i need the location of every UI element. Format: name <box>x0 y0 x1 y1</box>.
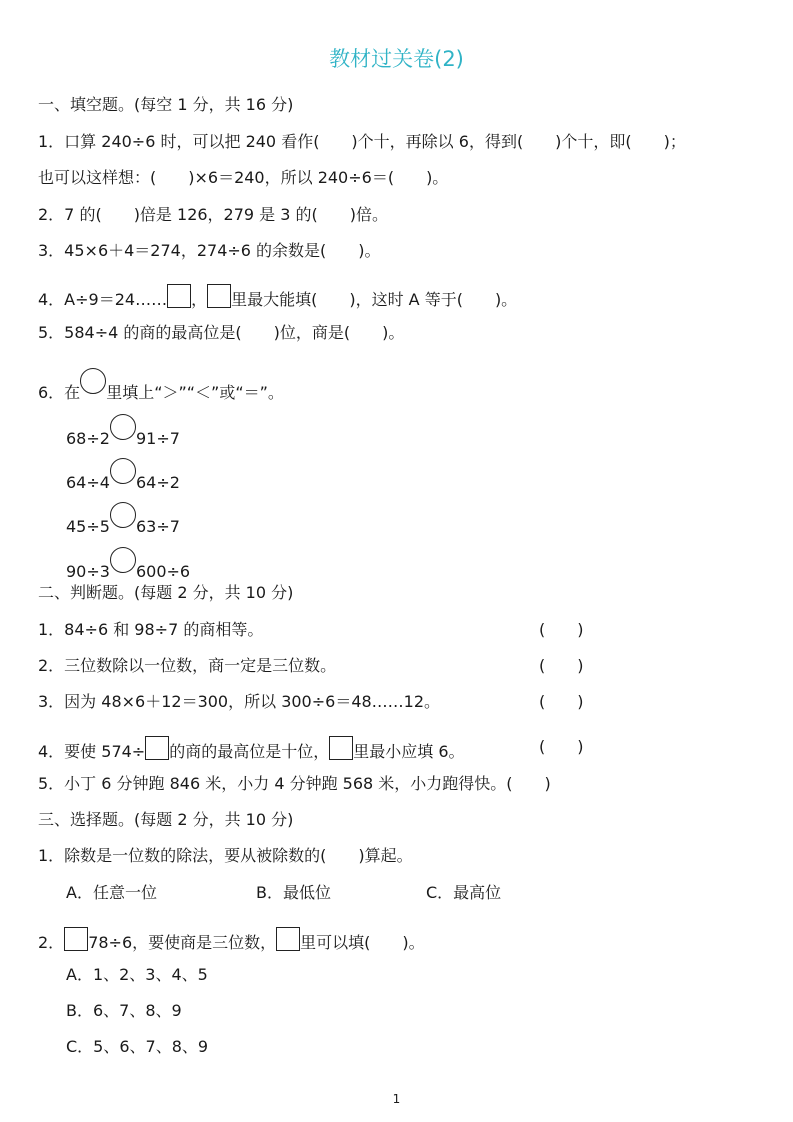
s1-question-1-line-1: 1．口算 240÷6 时，可以把 240 看作( )个十，再除以 6，得到( )个十，即( )； <box>38 132 686 151</box>
s1-q6-text-pre: 6．在 <box>38 383 81 402</box>
compare-circle[interactable] <box>110 502 136 528</box>
judge-answer-paren[interactable]: ( ) <box>539 620 584 639</box>
s3-question-2 <box>38 927 425 954</box>
compare-row <box>66 458 180 494</box>
choice-option-b[interactable]: B．6、7、8、9 <box>66 1001 182 1020</box>
s2-question-1: 1．84÷6 和 98÷7 的商相等。 <box>38 620 264 639</box>
compare-right: 64÷2 <box>135 473 180 492</box>
choice-option-a[interactable]: A．1、2、3、4、5 <box>66 965 208 984</box>
answer-box[interactable] <box>64 927 88 951</box>
s1-question-3: 3．45×6＋4＝274，274÷6 的余数是( )。 <box>38 241 381 260</box>
choice-option-a[interactable]: A．任意一位 <box>66 883 157 902</box>
s3-q2-text-post: 里可以填( )。 <box>300 933 425 952</box>
compare-left: 45÷5 <box>66 517 110 536</box>
choice-option-c[interactable]: C．5、6、7、8、9 <box>66 1037 209 1056</box>
s2-q4-text-pre: 4．要使 574÷ <box>38 742 146 761</box>
compare-circle[interactable] <box>110 414 136 440</box>
compare-circle[interactable] <box>110 458 136 484</box>
compare-row <box>66 547 190 583</box>
compare-row <box>66 502 180 538</box>
compare-row <box>66 414 180 450</box>
s2-question-5: 5．小丁 6 分钟跑 846 米，小力 4 分钟跑 568 米，小力跑得快。( ) <box>38 774 551 793</box>
s3-q2-text-pre: 2． <box>38 933 65 952</box>
page-title: 教材过关卷(2) <box>329 47 464 71</box>
answer-box-reference <box>329 736 353 760</box>
s2-question-2: 2．三位数除以一位数，商一定是三位数。 <box>38 656 337 675</box>
judge-answer-paren[interactable]: ( ) <box>539 692 584 711</box>
s1-q6-text-post: 里填上“＞”“＜”或“＝”。 <box>106 383 284 402</box>
s2-q4-text-post: 里最小应填 6。 <box>353 742 465 761</box>
compare-right: 63÷7 <box>135 517 180 536</box>
answer-box[interactable] <box>145 736 169 760</box>
s1-question-4 <box>38 284 517 311</box>
answer-box[interactable] <box>167 284 191 308</box>
page-number: 1 <box>392 1092 401 1106</box>
compare-circle-reference <box>80 368 106 394</box>
s3-q2-text-mid: 78÷6，要使商是三位数， <box>88 933 277 952</box>
compare-left: 64÷4 <box>66 473 110 492</box>
judge-answer-paren[interactable]: ( ) <box>539 656 584 675</box>
section-2-heading: 二、判断题。(每题 2 分，共 10 分) <box>38 583 294 602</box>
s1-q4-text-mid: ， <box>191 290 208 309</box>
s2-question-3: 3．因为 48×6＋12＝300，所以 300÷6＝48……12。 <box>38 692 441 711</box>
s1-q4-text-pre: 4．A÷9＝24…… <box>38 290 168 309</box>
s2-q4-text-mid: 的商的最高位是十位， <box>169 742 330 761</box>
compare-left: 68÷2 <box>66 429 110 448</box>
choice-option-c[interactable]: C．最高位 <box>426 883 502 902</box>
compare-right: 91÷7 <box>135 429 180 448</box>
s1-question-5: 5．584÷4 的商的最高位是( )位，商是( )。 <box>38 323 405 342</box>
s2-question-4 <box>38 736 465 763</box>
s1-question-2: 2．7 的( )倍是 126，279 是 3 的( )倍。 <box>38 205 389 224</box>
s3-question-1: 1．除数是一位数的除法，要从被除数的( )算起。 <box>38 846 413 865</box>
section-1-heading: 一、填空题。(每空 1 分，共 16 分) <box>38 95 294 114</box>
section-3-heading: 三、选择题。(每题 2 分，共 10 分) <box>38 810 294 829</box>
s1-question-6 <box>38 368 284 404</box>
answer-box-reference <box>207 284 231 308</box>
compare-circle[interactable] <box>110 547 136 573</box>
answer-box-reference <box>276 927 300 951</box>
s1-question-1-line-2: 也可以这样想：( )×6＝240，所以 240÷6＝( )。 <box>38 168 449 187</box>
compare-right: 600÷6 <box>135 562 191 581</box>
choice-option-b[interactable]: B．最低位 <box>256 883 331 902</box>
judge-answer-paren[interactable]: ( ) <box>539 737 584 756</box>
compare-left: 90÷3 <box>66 562 110 581</box>
s1-q4-text-post: 里最大能填( )，这时 A 等于( )。 <box>231 290 518 309</box>
